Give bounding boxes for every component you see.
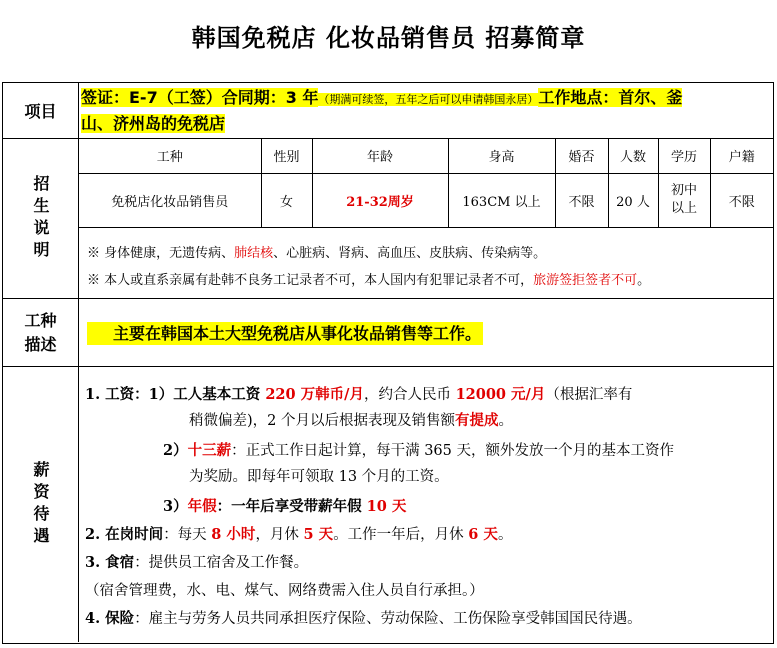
- jobdesc-label: 工种描述: [3, 299, 79, 366]
- project-row: [3, 83, 773, 139]
- cell-age: 21-32周岁: [312, 173, 448, 227]
- salary-line-4: 为奖励。即每年可领取 13 个月的工资。: [189, 469, 449, 485]
- spec-header-row: [79, 139, 773, 173]
- jobdesc-text: 主要在韩国本土大型免税店从事化妆品销售等工作。: [87, 321, 483, 344]
- salary-label: 薪资待遇: [3, 367, 79, 642]
- cell-job: 免税店化妆品销售员: [79, 173, 261, 227]
- spec-data-row: [79, 173, 773, 227]
- salary-line-6: 2. 在岗时间：每天 8 小时，月休 5 天。工作一年后，月休 6 天。: [85, 526, 513, 543]
- header-education: 学历: [658, 139, 710, 173]
- cell-education: 初中 以上: [658, 173, 710, 227]
- salary-line-3: 2）十三薪：正式工作日起计算，每干满 365 天，额外发放一个月的基本工资作: [163, 442, 674, 459]
- cell-gender: 女: [261, 173, 312, 227]
- salary-line-8: （宿舍管理费，水、电、煤气、网络费需入住人员自行承担。）: [85, 583, 484, 599]
- cell-marital: 不限: [555, 173, 608, 227]
- spec-table: [79, 139, 773, 228]
- header-gender: 性别: [261, 139, 312, 173]
- cell-height: 163CM 以上: [448, 173, 555, 227]
- location-line2: 山、济州岛的免税店: [81, 114, 226, 133]
- location-line1: 工作地点：首尔、釜: [538, 88, 683, 107]
- record-note: ※ 本人或直系亲属有赴韩不良务工记录者不可，本人国内有犯罪记录者不可，旅游签拒签者不可。: [87, 273, 651, 288]
- salary-line-2: 稍微偏差)，2 个月以后根据表现及销售额有提成。: [189, 412, 513, 429]
- health-note: ※ 身体健康，无遗传病、肺结核、心脏病、肾病、高血压、皮肤病、传染病等。: [87, 246, 547, 261]
- recruit-row: [3, 139, 773, 299]
- visa-note: （期满可续签，五年之后可以申请韩国永居）: [318, 93, 539, 106]
- page-title: 韩国免税店 化妆品销售员 招募简章: [191, 24, 586, 52]
- recruitment-table: [2, 82, 774, 644]
- visa-info: 签证：E-7（工签）合同期：3 年: [81, 88, 319, 107]
- salary-line-5: 3）年假：一年后享受带薪年假 10 天: [163, 498, 407, 515]
- header-marital: 婚否: [555, 139, 608, 173]
- jobdesc-row: [3, 299, 773, 367]
- cell-huji: 不限: [710, 173, 773, 227]
- header-huji: 户籍: [710, 139, 773, 173]
- header-job: 工种: [79, 139, 261, 173]
- salary-line-7: 3. 食宿：提供员工宿舍及工作餐。: [85, 554, 309, 571]
- cell-count: 20 人: [608, 173, 658, 227]
- header-count: 人数: [608, 139, 658, 173]
- header-height: 身高: [448, 139, 555, 173]
- header-age: 年龄: [312, 139, 448, 173]
- project-label: 项目: [3, 83, 79, 138]
- recruit-label: 招生说明: [3, 139, 79, 298]
- salary-line-1: 1. 工资：1）工人基本工资 220 万韩币/月，约合人民币 12000 元/月（根据汇率有: [85, 386, 633, 403]
- salary-row: [3, 367, 773, 642]
- salary-line-9: 4. 保险：雇主与劳务人员共同承担医疗保险、劳动保险、工伤保险享受韩国国民待遇。: [85, 610, 642, 627]
- project-content: [81, 86, 766, 136]
